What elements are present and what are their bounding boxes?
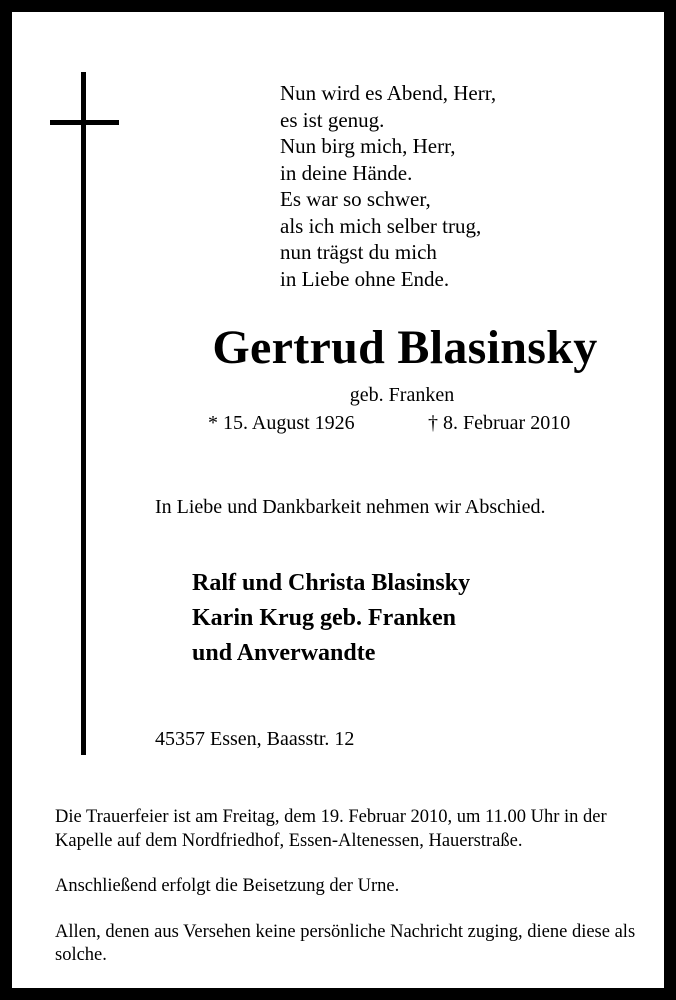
service-notices <box>55 806 655 990</box>
mourners-list <box>192 566 470 671</box>
notification-notice: Allen, denen aus Versehen keine persönliche Nachricht zuging, diene diese als solche. <box>55 921 636 965</box>
poem-line: nun trägst du mich <box>280 240 437 264</box>
deceased-name: Gertrud Blasinsky <box>212 321 598 374</box>
address: 45357 Essen, Baasstr. 12 <box>155 728 355 750</box>
mourner-line: und Anverwandte <box>192 640 376 666</box>
poem-line: es ist genug. <box>280 107 385 132</box>
poem-line: als ich mich selber trug, <box>280 213 482 238</box>
cross-icon-crossbar <box>50 120 119 125</box>
cross-icon <box>81 72 86 755</box>
poem-line: in deine Hände. <box>280 160 413 185</box>
maiden-name: geb. Franken <box>349 384 455 406</box>
poem-line: Nun birg mich, Herr, <box>280 134 456 158</box>
birth-date: * 15. August 1926 <box>208 412 355 434</box>
service-notice: Die Trauerfeier ist am Freitag, dem 19. Februar 2010, um 11.00 Uhr in der Kapelle auf dem Nordfriedhof, Essen-Altenessen, Hauerstraße. <box>55 807 607 851</box>
poem <box>280 80 496 292</box>
burial-notice: Anschließend erfolgt die Beisetzung der Urne. <box>55 876 400 896</box>
mourner-line: Ralf und Christa Blasinsky <box>192 570 471 596</box>
poem-line: Nun wird es Abend, Herr, <box>280 81 497 105</box>
poem-line: Es war so schwer, <box>280 187 431 211</box>
poem-line: in Liebe ohne Ende. <box>280 266 450 291</box>
mourner-line: Karin Krug geb. Franken <box>192 605 457 631</box>
farewell-text: In Liebe und Dankbarkeit nehmen wir Abschied. <box>155 496 546 518</box>
death-date: † 8. Februar 2010 <box>428 412 571 434</box>
